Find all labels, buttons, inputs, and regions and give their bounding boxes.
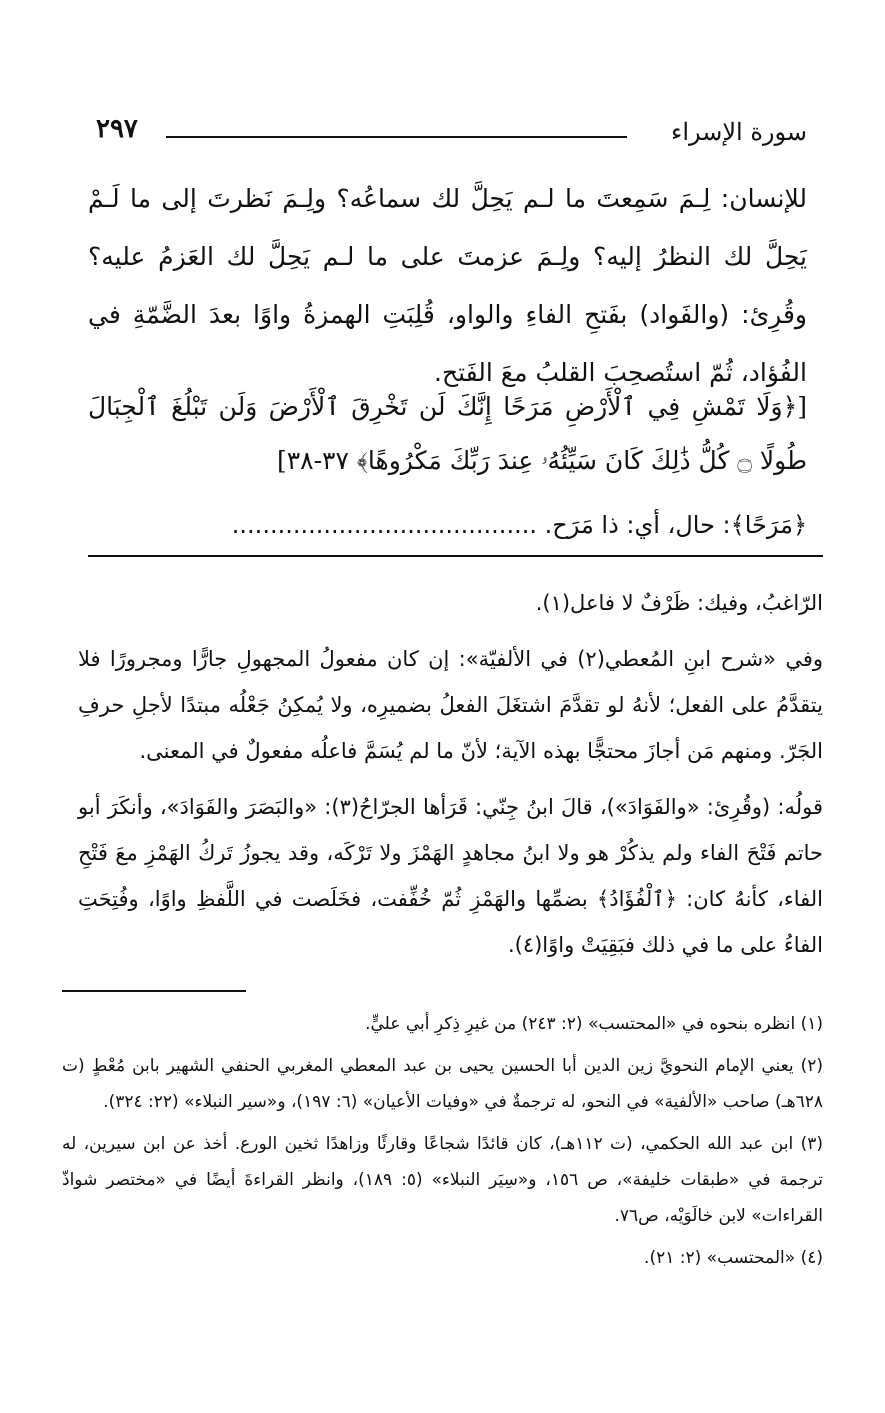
page-number: ٢٩٧ (96, 114, 138, 144)
commentary-paragraph-2: وفي «شرح ابنِ المُعطي(٢) في الألفيّة»: إن كان مفعولُ المجهولِ جارًّا ومجرورًا فلا يتقدَّمُ على الفعل؛ لأنهُ لو تقدَّمَ اشتغَلَ الفعلُ بضميرِه، ولا يُمكِنُ جَعْلُه مبتدًا لأجلِ حرفِ الجَرّ. ومنهم مَن أجازَ محتجًّا بهذه الآية؛ لأنّ ما لم يُسَمَّ فاعلُه مفعولٌ في المعنى. (78, 647, 823, 763)
section-divider (88, 555, 823, 557)
verse-gloss: ﴿مَرَحًا﴾: حال، أي: ذا مَرَح. ........................................ (231, 511, 807, 539)
footnote-2: (٢) يعني الإمام النحويَّ زين الدين أبا الحسين يحيى بن عبد المعطي المغربي الحنفي الشهير بابن مُعْطٍ (ت ٦٢٨هـ) صاحب «الألفية» في النحو، له ترجمةٌ في «وفيات الأعيان» (٦: ١٩٧)، و«سير النبلاء» (٢٢: ٣٢٤). (62, 1056, 823, 1112)
footnote-separator (62, 990, 246, 992)
page-header (96, 112, 807, 152)
commentary (78, 580, 823, 978)
footnote-1: (١) انظره بنحوه في «المحتسب» (٢: ٢٤٣) من غيرِ ذِكرِ أبي عليٍّ. (365, 1014, 823, 1034)
footnote-4: (٤) «المحتسب» (٢: ٢١). (644, 1248, 823, 1268)
commentary-paragraph-3: قولُه: (وقُرِئ: «والفَوَادَ»)، قالَ ابنُ جِنّي: قَرَأها الجرّاحُ(٣): «والبَصَرَ والفَوَادَ»، وأنكَرَ أبو حاتم فَتْحَ الفاء ولم يذكُرْ هو ولا ابنُ مجاهدٍ الهَمْزَ ولا تَرْكَه، وقد يجوزُ تَركُ الهَمْزِ معَ فَتْحِ الفاء، كأنهُ كان: ﴿ٱلْفُؤَادُ﴾ بضمِّها والهَمْزِ ثُمّ خُفِّفت، فخَلَصت في اللَّفظِ واوًا، وفُتِحَتِ الفاءُ على ما في ذلك فبَقِيَتْ واوًا(٤). (78, 795, 823, 957)
header-rule (166, 136, 627, 138)
commentary-paragraph-1: الرّاغبُ، وفيك: ظَرْفٌ لا فاعل(١). (535, 591, 823, 615)
main-text: للإنسان: لِـمَ سَمِعتَ ما لـم يَحِلَّ لك سماعُه؟ ولِـمَ نَظرتَ إلى ما لَـمْ يَحِلَّ لك النظرُ إليه؟ ولِـمَ عزمتَ على ما لـم يَحِلَّ لك العَزمُ عليه؟ وقُرِئ: (والفَواد) بفَتحِ الفاءِ والواو، قُلِبَتِ الهمزةُ واوًا بعدَ الضَّمّةِ في الفُؤاد، ثُمّ استُصحِبَ القلبُ معَ الفَتح. (88, 184, 807, 387)
surah-title: سورة الإسراء (671, 118, 807, 146)
footnote-3: (٣) ابن عبد الله الحكمي، (ت ١١٢هـ)، كان قائدًا شجاعًا وقارئًا وزاهدًا ثخين الورع. أخذ عن ابن سيرين، له ترجمة في «طبقات خليفة»، ص ١٥٦، و«سِيَر النبلاء» (٥: ١٨٩)، وانظر القراءةَ أيضًا في «مختصر شواذّ القراءات» لابن خالَوَيْه، ص٧٦. (62, 1134, 823, 1226)
footnotes (62, 1006, 823, 1282)
quran-verse: [﴿وَلَا تَمْشِ فِي ٱلْأَرْضِ مَرَحًا إِنَّكَ لَن تَخْرِقَ ٱلْأَرْضَ وَلَن تَبْلُغَ ٱلْجِبَالَ طُولًا ۝ كُلُّ ذَٰلِكَ كَانَ سَيِّئُهُۥ عِندَ رَبِّكَ مَكْرُوهًا﴾ ٣٧-٣٨] (88, 392, 807, 475)
